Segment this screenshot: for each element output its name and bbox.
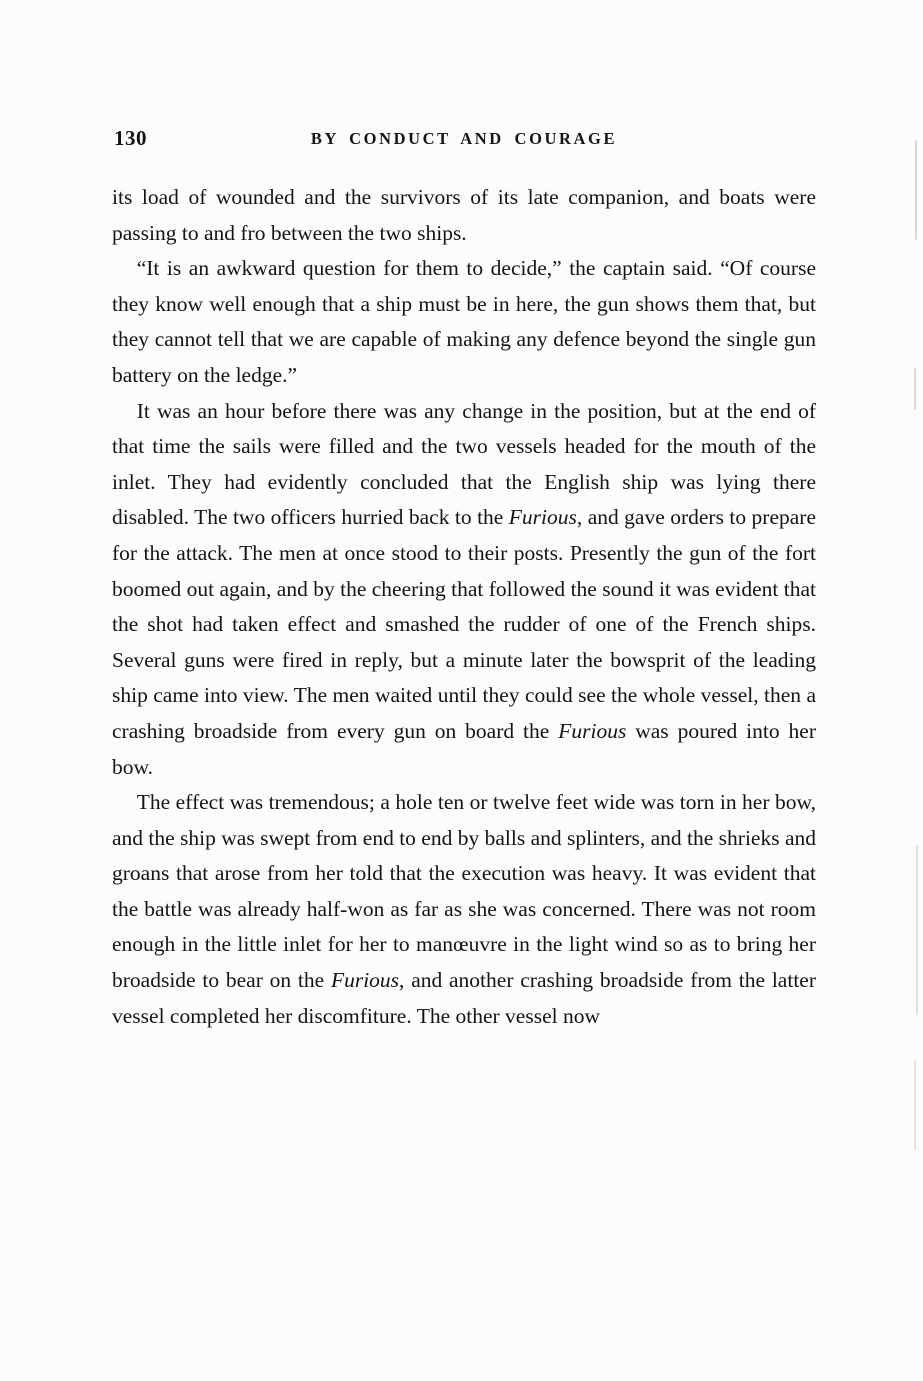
- text-segment: , and gave orders to prepare for the attack. The men at once stood to their posts. Presently the gun of the fort boomed out again, and by the cheering that followed the sound it was evident that the shot had taken effect and smashed the rudder of one of the French ships. Several guns were fired in reply, but a minute later the bowsprit of the leading ship came into view. The men waited until they could see the whole vessel, then a crashing broadside from every gun on board the: [112, 505, 816, 743]
- text-segment: “It is an awkward question for them to decide,” the captain said. “Of course they know well enough that a ship must be in here, the gun shows them that, but they cannot tell that we are capable of making any defence beyond the single gun battery on the ledge.”: [112, 256, 816, 387]
- text-segment: , and another crashing broadside from the latter vessel completed her discomfiture. The other vessel now: [112, 968, 817, 1028]
- scan-artifact: [915, 140, 917, 240]
- text-segment: It was an hour before there was any change in the position, but at the end of that time the sails were filled and the two vessels headed for the mouth of the inlet. They had evidently concluded that the English ship was lying there disabled. The two officers hurried back to the: [112, 398, 816, 530]
- paragraph: [112, 394, 816, 786]
- running-header-title: BY CONDUCT AND COURAGE: [310, 129, 618, 148]
- scan-artifact: [914, 1060, 916, 1150]
- ship-name-italic: Furious: [508, 505, 577, 530]
- ship-name-italic: Furious: [330, 968, 400, 993]
- ship-name-italic: Furious: [558, 718, 627, 743]
- text-segment: was poured into her bow.: [112, 718, 816, 779]
- scan-artifact: [916, 845, 918, 1015]
- text-segment: The effect was tremendous; a hole ten or twelve feet wide was torn in her bow, and the ship was swept from end to end by balls and splinters, and the shrieks and groans that arose from her told that the execution was heavy. It was evident that the battle was already half-won as far as she was concerned. There was not room enough in the little inlet for her to manœuvre in the light wind so as to bring her broadside to bear on the: [112, 790, 816, 993]
- text-segment: its load of wounded and the survivors of its late companion, and boats were passing to and fro between the two ships.: [112, 185, 816, 245]
- paragraph: [112, 251, 816, 393]
- scan-artifact: [914, 368, 916, 410]
- paragraph: [112, 180, 816, 251]
- page-body: [112, 180, 816, 1034]
- paragraph: [112, 785, 816, 1034]
- page-header: [112, 126, 816, 152]
- page-number: 130: [114, 126, 147, 150]
